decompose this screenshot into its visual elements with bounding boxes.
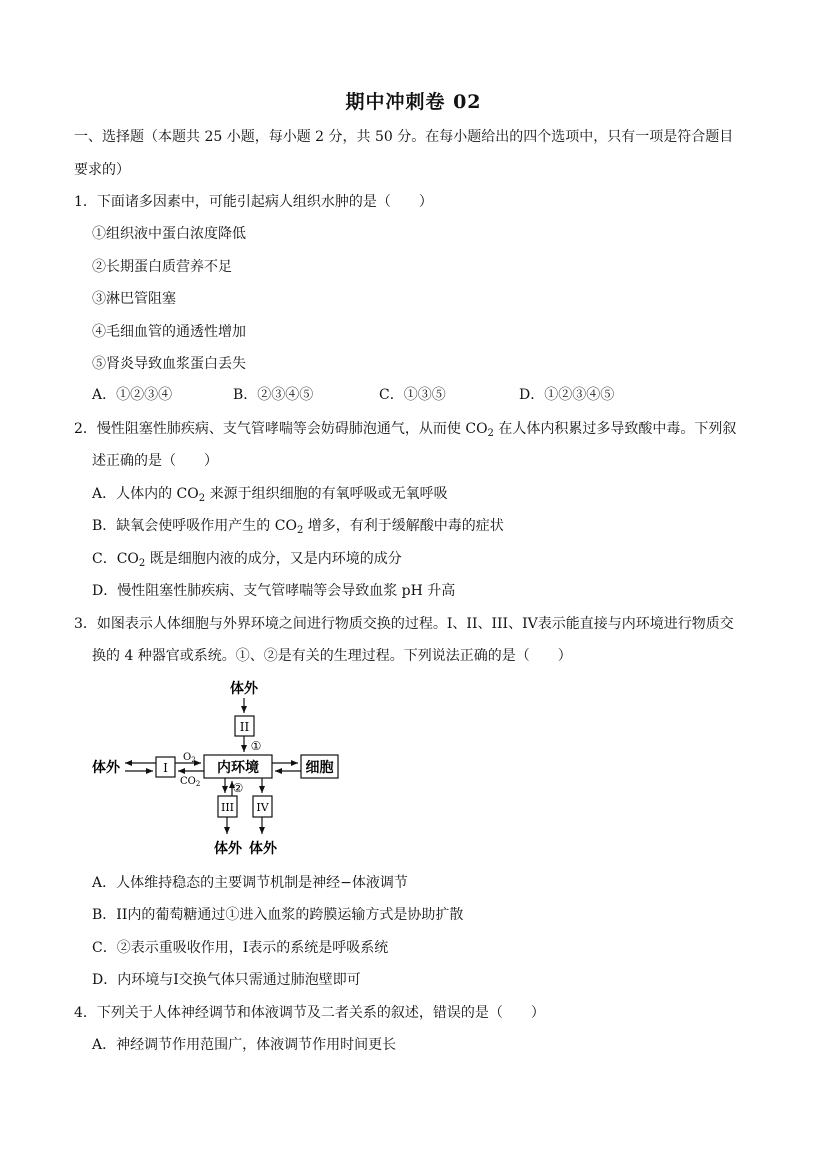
- question-1-option-b[interactable]: B．②③④⑤: [233, 387, 314, 403]
- question-1-option-c[interactable]: C．①③⑤: [379, 387, 446, 403]
- outside-left-label: 体外: [92, 760, 120, 776]
- question-2-option-a[interactable]: A．人体内的 $CO_2$ 来源于组织细胞的有氧呼吸或无氧呼吸: [92, 486, 448, 504]
- outside-bottom-label-1: 体外: [214, 841, 242, 857]
- question-3-stem-line-2: 换的 4 种器官或系统。①、②是有关的生理过程。下列说法正确的是（ ）: [92, 648, 572, 664]
- exchange-diagram: [92, 676, 352, 860]
- question-4-option-a[interactable]: A．神经调节作用范围广，体液调节作用时间更长: [92, 1037, 397, 1053]
- question-1-stem: 1．下面诸多因素中，可能引起病人组织水肿的是（ ）: [74, 194, 433, 210]
- question-3-option-a[interactable]: A．人体维持稳态的主要调节机制是神经−体液调节: [92, 875, 408, 891]
- question-3-option-b[interactable]: B．II内的葡萄糖通过①进入血浆的跨膜运输方式是协助扩散: [92, 907, 464, 923]
- question-4-stem: 4．下列关于人体神经调节和体液调节及二者关系的叙述，错误的是（ ）: [74, 1005, 545, 1021]
- box-iii-label: III: [220, 801, 235, 814]
- page-title: 期中冲刺卷 02: [345, 91, 482, 113]
- question-1-item-3: ③淋巴管阻塞: [92, 291, 176, 307]
- process-2-mark: ②: [232, 781, 244, 795]
- box-iv-label: IV: [256, 801, 269, 814]
- o2-label: $O_2$: [183, 752, 196, 764]
- section-instructions-line-1: 一、选择题（本题共 25 小题，每小题 2 分，共 50 分。在每小题给出的四个选项中，只有一项是符合题目: [74, 129, 734, 145]
- question-2-stem-line-2: 述正确的是（ ）: [92, 453, 218, 469]
- question-2-option-d[interactable]: D．慢性阻塞性肺疾病、支气管哮喘等会导致血浆 pH 升高: [92, 583, 456, 599]
- question-1-item-1: ①组织液中蛋白浓度降低: [92, 226, 246, 242]
- question-2-option-b[interactable]: B．缺氧会使呼吸作用产生的 $CO_2$ 增多，有利于缓解酸中毒的症状: [92, 518, 504, 536]
- cell-label: 细胞: [305, 760, 334, 776]
- outside-top-label: 体外: [230, 681, 258, 697]
- question-1-options: [92, 385, 652, 405]
- question-1-option-d[interactable]: D．①②③④⑤: [519, 387, 615, 403]
- question-2-stem-line-1: 2．慢性阻塞性肺疾病、支气管哮喘等会妨碍肺泡通气，从而使 $CO_2$ 在人体内积累过多导致酸中毒。下列叙: [74, 421, 737, 439]
- box-ii-label: II: [239, 720, 250, 734]
- outside-bottom-label-2: 体外: [249, 841, 277, 857]
- question-1-item-2: ②长期蛋白质营养不足: [92, 259, 232, 275]
- question-3-option-c[interactable]: C．②表示重吸收作用，I表示的系统是呼吸系统: [92, 940, 389, 956]
- inner-environment-label: 内环境: [217, 760, 259, 776]
- question-2-option-c[interactable]: C．$CO_2$ 既是细胞内液的成分，又是内环境的成分: [92, 551, 402, 569]
- section-instructions-line-2: 要求的）: [74, 162, 130, 178]
- question-3-option-d[interactable]: D．内环境与I交换气体只需通过肺泡壁即可: [92, 972, 361, 988]
- question-3-stem-line-1: 3．如图表示人体细胞与外界环境之间进行物质交换的过程。I、II、III、IV表示能直接与内环境进行物质交: [74, 616, 734, 632]
- question-1-item-5: ⑤肾炎导致血浆蛋白丢失: [92, 356, 246, 372]
- question-1-item-4: ④毛细血管的通透性增加: [92, 324, 246, 340]
- box-i-label: I: [163, 761, 168, 775]
- co2-label: $CO_2$: [180, 776, 201, 788]
- question-1-option-a[interactable]: A．①②③④: [92, 387, 173, 403]
- process-1-mark: ①: [250, 739, 262, 753]
